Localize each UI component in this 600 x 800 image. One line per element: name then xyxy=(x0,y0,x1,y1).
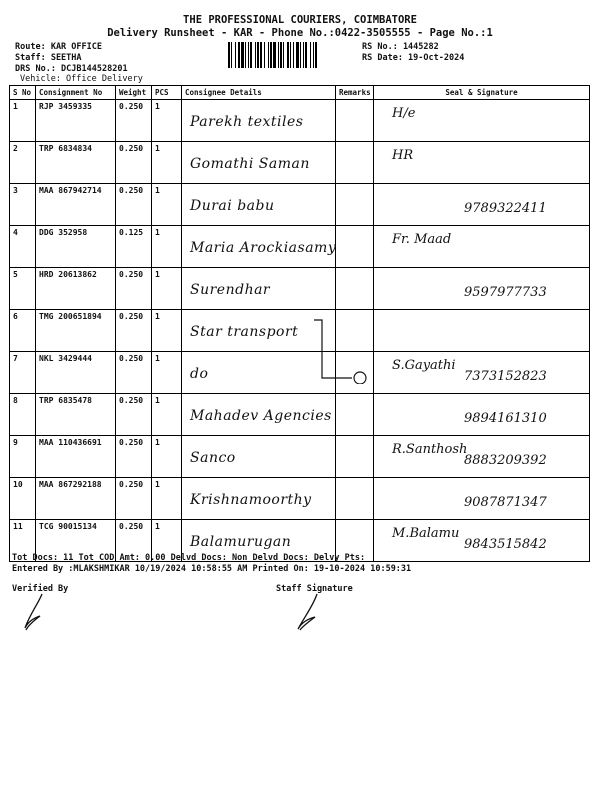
consignee-name: Krishnamoorthy xyxy=(190,492,312,508)
consignee-cell xyxy=(182,352,336,394)
consignee-cell xyxy=(182,100,336,142)
remarks-cell xyxy=(336,100,374,142)
signature-cell xyxy=(374,268,590,310)
signature-cell xyxy=(374,184,590,226)
weight-cell: 0.250 xyxy=(116,478,152,520)
pcs-cell: 1 xyxy=(152,310,182,352)
table-row xyxy=(10,310,590,352)
consignment-cell: TMG 200651894 xyxy=(36,310,116,352)
consignee-name: Gomathi Saman xyxy=(190,156,310,172)
receiver-phone: 9789322411 xyxy=(464,201,547,216)
sno-cell: 8 xyxy=(10,394,36,436)
consignee-cell xyxy=(182,394,336,436)
receiver-phone: 9597977733 xyxy=(464,285,547,300)
runsheet-table xyxy=(9,85,590,562)
consignment-cell: TCG 90015134 xyxy=(36,520,116,562)
consignment-cell: HRD 20613862 xyxy=(36,268,116,310)
consignee-cell xyxy=(182,478,336,520)
vehicle-label: Vehicle: Office Delivery xyxy=(20,74,143,84)
pcs-cell: 1 xyxy=(152,100,182,142)
receiver-phone: 9843515842 xyxy=(464,537,547,552)
pcs-cell: 1 xyxy=(152,142,182,184)
consignment-cell: TRP 6835478 xyxy=(36,394,116,436)
signature-cell xyxy=(374,310,590,352)
table-row xyxy=(10,436,590,478)
rs-number: RS No.: 1445282 xyxy=(362,42,439,52)
weight-cell: 0.250 xyxy=(116,100,152,142)
sno-cell: 2 xyxy=(10,142,36,184)
pcs-cell: 1 xyxy=(152,478,182,520)
remarks-cell xyxy=(336,394,374,436)
staff-signature-icon xyxy=(293,592,323,632)
verified-by-label: Verified By xyxy=(12,584,69,594)
table-row xyxy=(10,184,590,226)
table-row xyxy=(10,100,590,142)
consignment-cell: NKL 3429444 xyxy=(36,352,116,394)
signature-cell xyxy=(374,142,590,184)
receiver-signature: H/e xyxy=(392,106,416,121)
weight-cell: 0.250 xyxy=(116,268,152,310)
company-title: THE PROFESSIONAL COURIERS, COIMBATORE xyxy=(183,14,417,26)
consignment-cell: DDG 352958 xyxy=(36,226,116,268)
pcs-cell: 1 xyxy=(152,394,182,436)
receiver-phone: 7373152823 xyxy=(464,369,547,384)
consignee-name: Maria Arockiasamy xyxy=(190,240,337,256)
pcs-cell: 1 xyxy=(152,436,182,478)
consignee-name: do xyxy=(190,366,209,382)
remarks-cell xyxy=(336,226,374,268)
pcs-cell: 1 xyxy=(152,226,182,268)
verified-signature-icon xyxy=(20,592,50,632)
sno-cell: 7 xyxy=(10,352,36,394)
entered-by-line: Entered By :MLAKSHMIKAR 10/19/2024 10:58:55 AM Printed On: 19-10-2024 10:59:31 xyxy=(12,564,412,574)
signature-cell xyxy=(374,394,590,436)
consignment-cell: MAA 867292188 xyxy=(36,478,116,520)
consignee-name: Parekh textiles xyxy=(190,114,304,130)
weight-cell: 0.250 xyxy=(116,436,152,478)
remarks-cell xyxy=(336,184,374,226)
consignee-name: Surendhar xyxy=(190,282,271,298)
pcs-cell: 1 xyxy=(152,184,182,226)
consignee-name: Durai babu xyxy=(190,198,275,214)
consignment-cell: MAA 110436691 xyxy=(36,436,116,478)
col-header: Consignee Details xyxy=(182,86,336,100)
pcs-cell: 1 xyxy=(152,520,182,562)
col-header: Weight xyxy=(116,86,152,100)
consignee-name: Mahadev Agencies xyxy=(190,408,332,424)
receiver-signature: M.Balamu xyxy=(392,526,460,541)
sno-cell: 9 xyxy=(10,436,36,478)
consignee-name: Star transport xyxy=(190,324,299,340)
col-header: Consignment No xyxy=(36,86,116,100)
remarks-cell xyxy=(336,142,374,184)
signature-cell xyxy=(374,226,590,268)
remarks-cell xyxy=(336,352,374,394)
receiver-phone: 9087871347 xyxy=(464,495,547,510)
weight-cell: 0.250 xyxy=(116,394,152,436)
barcode-image xyxy=(228,42,346,68)
rs-date: RS Date: 19-Oct-2024 xyxy=(362,53,465,63)
receiver-signature: Fr. Maad xyxy=(392,232,452,247)
weight-cell: 0.250 xyxy=(116,352,152,394)
consignee-cell xyxy=(182,226,336,268)
staff-signature-label: Staff Signature xyxy=(276,584,353,594)
consignee-name: Sanco xyxy=(190,450,236,466)
staff-label: Staff: SEETHA xyxy=(15,53,82,63)
sno-cell: 3 xyxy=(10,184,36,226)
table-row xyxy=(10,352,590,394)
sno-cell: 5 xyxy=(10,268,36,310)
consignee-cell xyxy=(182,142,336,184)
consignment-cell: MAA 867942714 xyxy=(36,184,116,226)
weight-cell: 0.250 xyxy=(116,520,152,562)
remarks-cell xyxy=(336,436,374,478)
receiver-signature: HR xyxy=(392,148,414,163)
signature-cell xyxy=(374,478,590,520)
consignment-cell: TRP 6834834 xyxy=(36,142,116,184)
remarks-cell xyxy=(336,478,374,520)
consignee-cell xyxy=(182,184,336,226)
route-label: Route: KAR OFFICE xyxy=(15,42,102,52)
receiver-phone: 8883209392 xyxy=(464,453,547,468)
drs-label: DRS No.: DCJB144528201 xyxy=(15,64,128,74)
consignee-name: Balamurugan xyxy=(190,534,292,550)
weight-cell: 0.125 xyxy=(116,226,152,268)
sno-cell: 11 xyxy=(10,520,36,562)
table-row xyxy=(10,478,590,520)
signature-cell xyxy=(374,100,590,142)
consignee-cell xyxy=(182,268,336,310)
col-header: Seal & Signature xyxy=(374,86,590,100)
runsheet-subtitle: Delivery Runsheet - KAR - Phone No.:0422-3505555 - Page No.:1 xyxy=(107,27,493,39)
col-header: Remarks xyxy=(336,86,374,100)
table-row xyxy=(10,394,590,436)
sno-cell: 4 xyxy=(10,226,36,268)
table-row xyxy=(10,226,590,268)
receiver-phone: 9894161310 xyxy=(464,411,547,426)
receiver-signature: S.Gayathi xyxy=(392,358,456,373)
totals-line: Tot Docs: 11 Tot COD Amt: 0.00 Delvd Docs: Non Delvd Docs: Delvy Pts: xyxy=(12,553,366,563)
table-row xyxy=(10,268,590,310)
remarks-cell xyxy=(336,310,374,352)
weight-cell: 0.250 xyxy=(116,142,152,184)
consignment-cell: RJP 3459335 xyxy=(36,100,116,142)
sno-cell: 10 xyxy=(10,478,36,520)
pcs-cell: 1 xyxy=(152,268,182,310)
consignee-cell xyxy=(182,310,336,352)
sno-cell: 1 xyxy=(10,100,36,142)
col-header: S No xyxy=(10,86,36,100)
table-row xyxy=(10,142,590,184)
pcs-cell: 1 xyxy=(152,352,182,394)
remarks-cell xyxy=(336,268,374,310)
weight-cell: 0.250 xyxy=(116,184,152,226)
sno-cell: 6 xyxy=(10,310,36,352)
weight-cell: 0.250 xyxy=(116,310,152,352)
signature-cell xyxy=(374,352,590,394)
table-header-row xyxy=(10,86,590,100)
signature-cell xyxy=(374,520,590,562)
receiver-signature: R.Santhosh xyxy=(392,442,468,457)
consignee-cell xyxy=(182,436,336,478)
signature-cell xyxy=(374,436,590,478)
col-header: PCS xyxy=(152,86,182,100)
